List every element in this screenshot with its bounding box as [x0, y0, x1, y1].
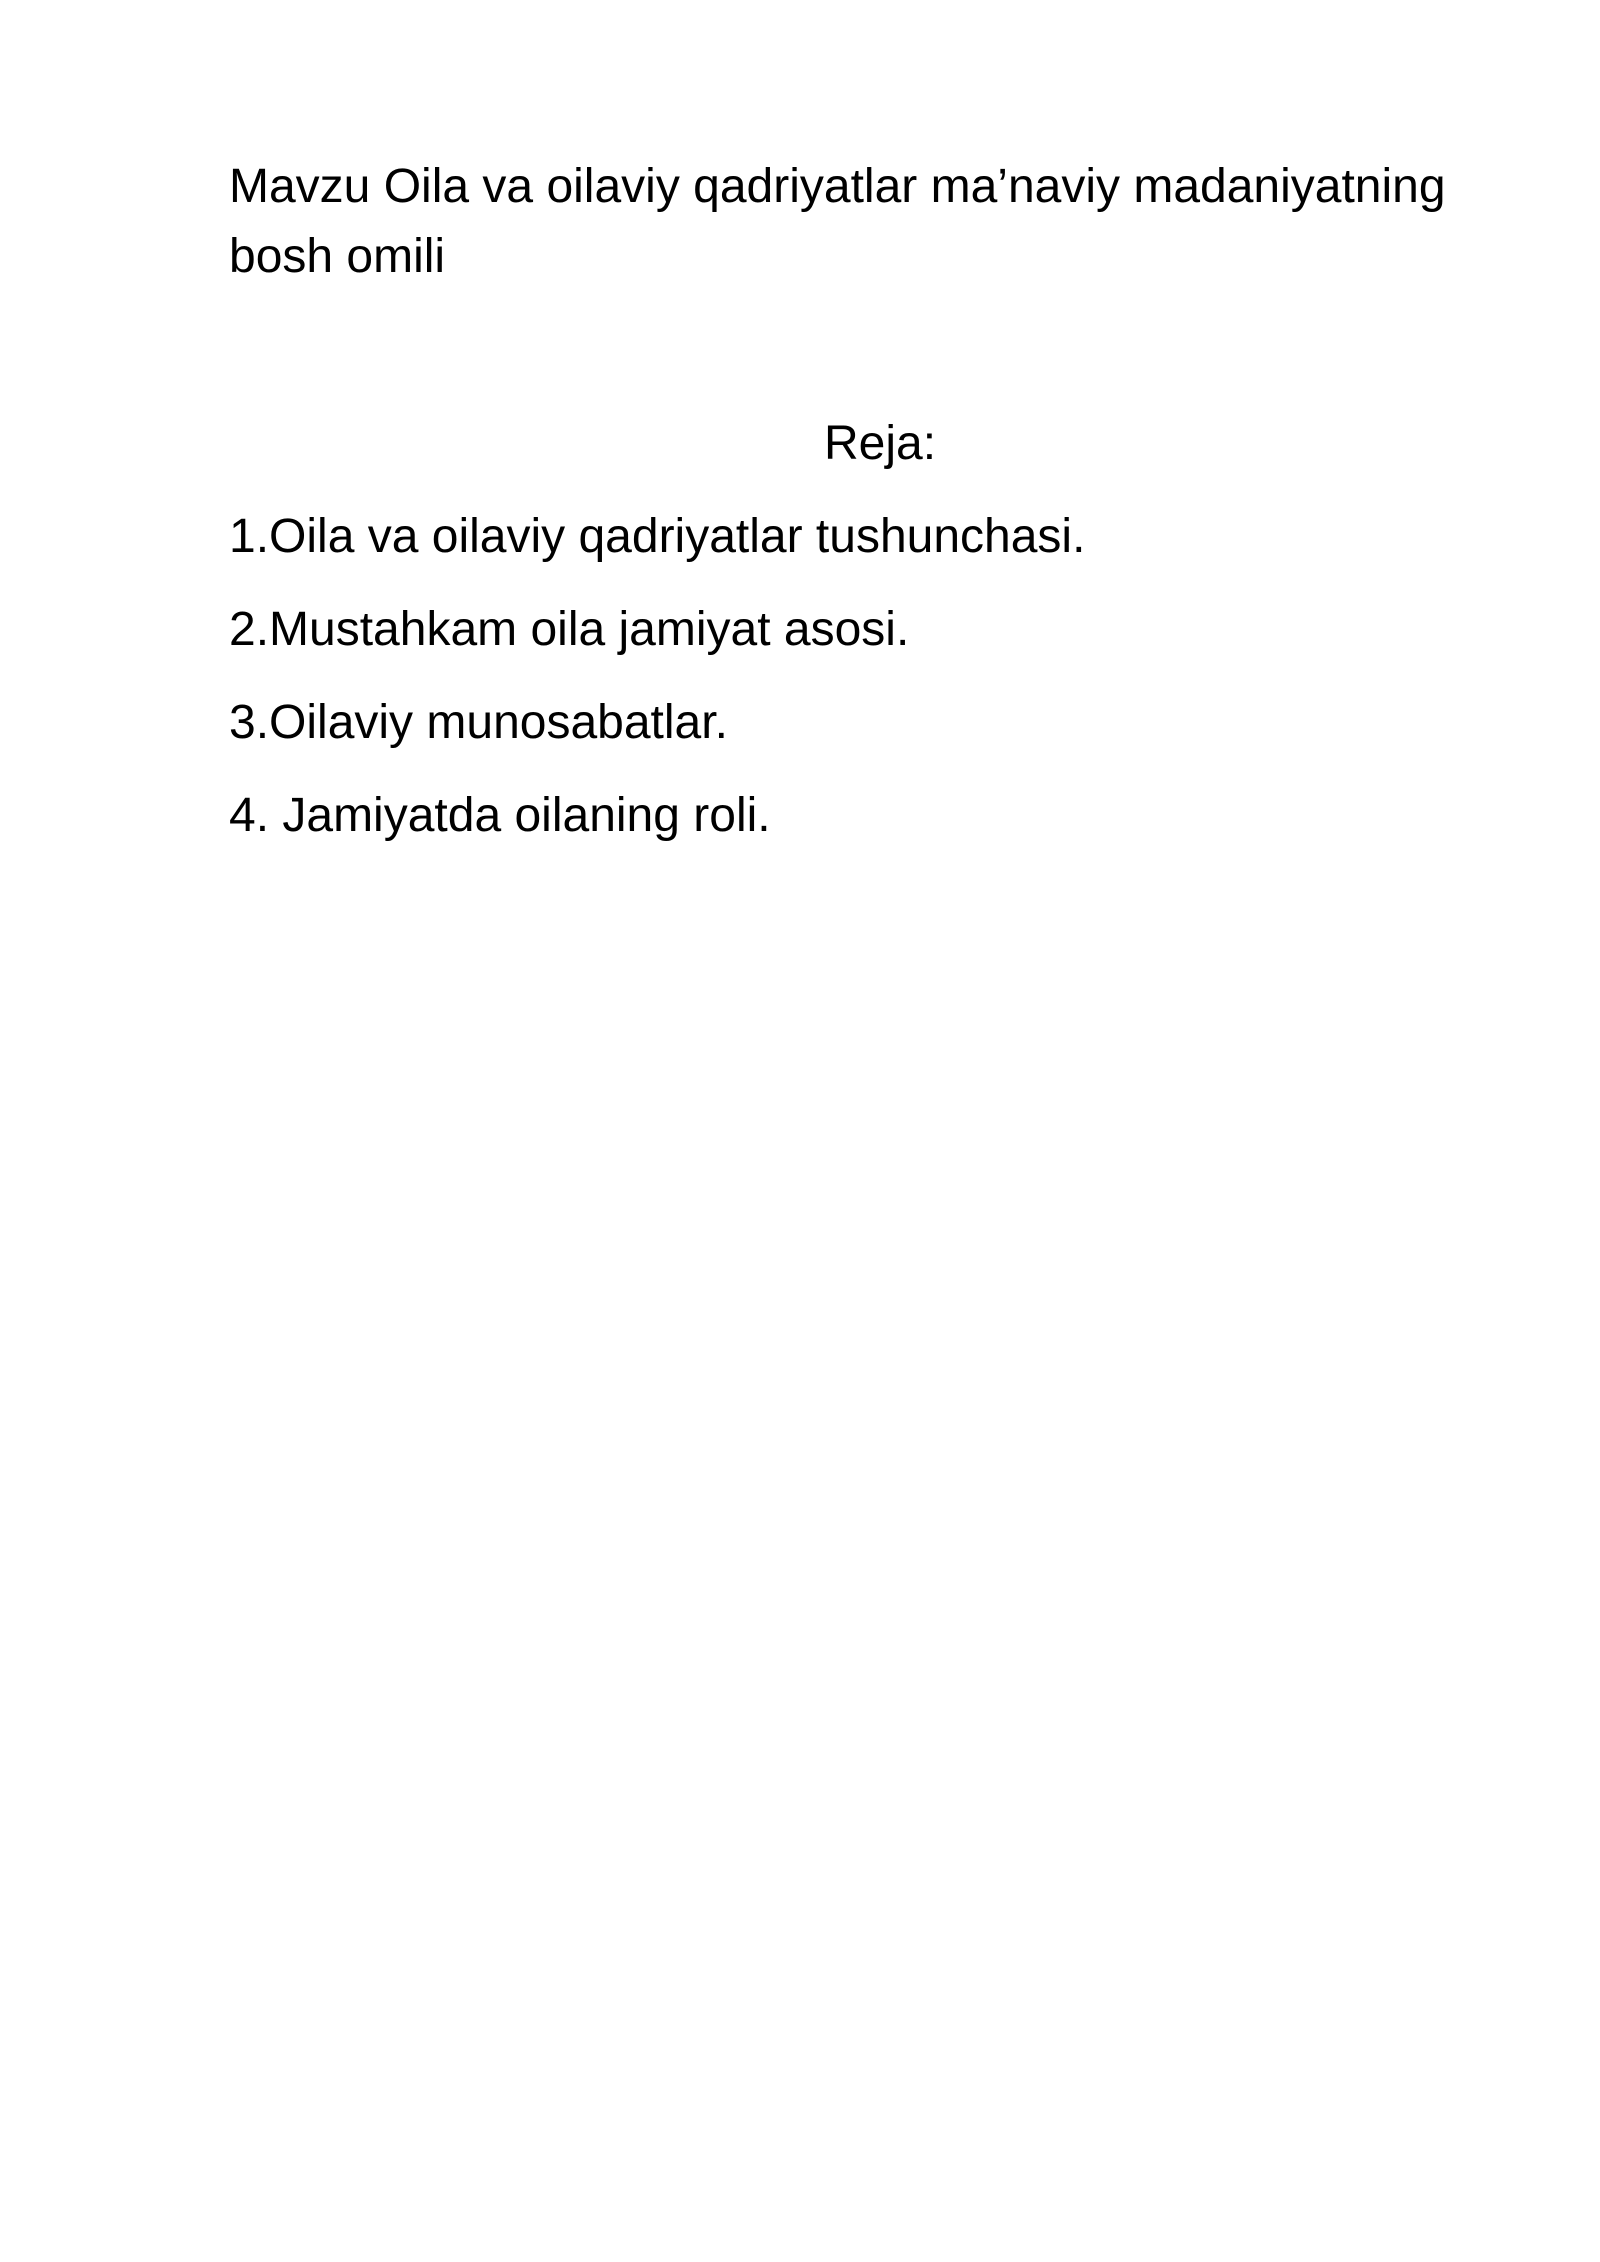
plan-item-4: 4. Jamiyatda oilaning roli.: [229, 789, 771, 842]
plan-list: [229, 502, 1085, 874]
document-title: Mavzu Oila va oilaviy qadriyatlar ma’naviy madaniyatning bosh omili: [229, 160, 1446, 283]
plan-item-2: 2.Mustahkam oila jamiyat asosi.: [229, 603, 910, 656]
plan-item-3: 3.Oilaviy munosabatlar.: [229, 696, 728, 749]
plan-item-1: 1.Oila va oilaviy qadriyatlar tushunchasi.: [229, 510, 1086, 563]
plan-heading: Reja:: [823, 417, 937, 470]
